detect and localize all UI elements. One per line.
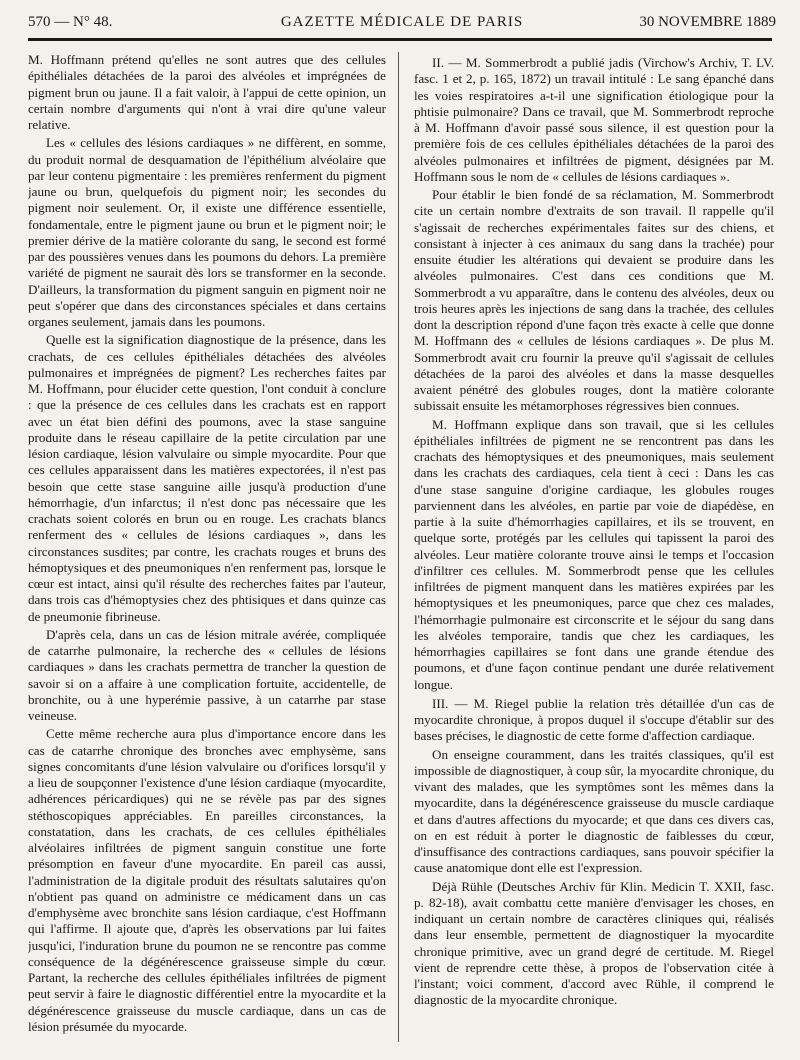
paragraph: Déjà Rühle (Deutsches Archiv für Klin. Medicin T. XXII, fasc. p. 82-18), avait combattu cette manière d'envisager les choses, en indiquant un certain nombre de caractères cliniques qui, réalisés dans leur ensemble, permettent de diagnostiquer la myocardite chronique primitive, avec un grand degré de certitude. M. Riegel vient de reprendre cette thèse, à propos de l'observation citée à l'instant; voici comment, d'accord avec Rühle, il comprend le diagnostic de la myocardite chronique. bbox=[414, 878, 774, 1008]
journal-title: GAZETTE MÉDICALE DE PARIS bbox=[280, 14, 524, 30]
paragraph: Pour établir le bien fondé de sa réclamation, M. Sommerbrodt cite un certain nombre d'extraits de son travail. Il rappelle qu'il s'agissait de recherches expérimentales faites sur des chiens, et consistant à injecter à ces animaux du sang dans la trachée) pour ensuite étudier les altérations qui devaient se produire dans les alvéoles pulmonaires. C'est dans ces conditions que M. Sommerbrodt a vu apparaître, dans le contenu des alvéoles, deux ou trois heures après les injections de sang dans la trachée, des cellules dont la description répond d'une façon très exacte à celle que donne M. Hoffmann des « cellules de lésions cardiaques ». De plus M. Sommerbrodt avait cru fournir la preuve qu'il s'agissait de cellules détachées de la paroi des alvéoles et dans la masse desquelles avaient pénétré des globules rouges, dont la matière colorante subissait ensuite les métamorphoses régressives bien connues. bbox=[414, 187, 774, 414]
section-paragraph: III. — M. Riegel publie la relation très détaillée d'un cas de myocardite chronique, à propos duquel il s'occupe d'établir sur des bases précises, le diagnostic de cette forme d'affection cardiaque. bbox=[414, 695, 774, 744]
page-header bbox=[28, 10, 776, 34]
paragraph: M. Hoffmann prétend qu'elles ne sont autres que des cellules épithéliales détachées de la paroi des alvéoles et imprégnées de pigment brun ou jaune. Il a fait valoir, à l'appui de cette opinion, un certain nombre d'arguments qui n'ont à vrai dire qu'une valeur relative. bbox=[28, 52, 386, 132]
left-column bbox=[28, 52, 386, 1052]
paragraph: Cette même recherche aura plus d'importance encore dans les cas de catarrhe chronique des bronches avec emphysème, sans signes concomitants d'une lésion valvulaire ou d'orifices lorsqu'il y a lieu de soupçonner l'existence d'une lésion cardiaque (myocardite, adhérences péricardiques) qui ne se révèle pas par des signes stéthoscopiques appréciables. En pareilles circonstances, la constatation, dans les crachats, de ces cellules épithéliales alvéolaires infiltrées de pigment sanguin constitue une forte présomption en faveur d'une myocardite. En pareil cas aussi, l'administration de la digitale produit des résultats salutaires qu'on n'obtient pas quand on administre ce médicament dans un cas d'emphysème avec bronchite sans lésion cardiaque, c'est Hoffmann qui l'affirme. Il ajoute que, d'après les observations par lui faites jusqu'ici, l'induration brune du poumon ne se rencontre pas comme conséquence de la dégénérescence graisseuse simple du cœur. Partant, la recherche des cellules épithéliales infiltrées de pigment peut servir à faire le diagnostic différentiel entre la myocardite et la dégénérescence graisseuse du muscle cardiaque, dans un cas de lésion présumée du myocarde. bbox=[28, 726, 386, 1034]
paragraph: Quelle est la signification diagnostique de la présence, dans les crachats, de ces cellules épithéliales détachées des alvéoles pulmonaires et imprégnées de pigment? Les recherches faites par M. Hoffmann, pour élucider cette question, l'ont conduit à conclure : que la présence de ces cellules dans les crachats est en rapport avec un état bien défini des poumons, avec la stase sanguine produite dans le réseau capillaire de la petite circulation par une lésion cardiaque, lésion valvulaire ou simple myocardite. Pour que ces cellules apparaissent dans les matières expectorées, il n'est pas besoin que cette stase sanguine aille jusqu'à production d'une hémorrhagie, d'un infarctus; il n'est donc pas nécessaire que les crachats soient colorés en brun ou en rouge. Les crachats blancs renferment des « cellules de lésions cardiaques », dans les circonstances susdites; par contre, les crachats rouges et bruns des hémoptysiques et des pneumoniques n'en renferment pas, lorsque le cœur est intact, ainsi qu'il résulte des recherches faites par l'auteur, dans trois cas d'hémoptysies chez des phtisiques et dans quinze cas de pneumonie fibrineuse. bbox=[28, 332, 386, 624]
paragraph: Les « cellules des lésions cardiaques » ne diffèrent, en somme, du produit normal de desquamation de l'épithélium alvéolaire que par leur contenu pigmentaire : les premières renferment du pigment jaune ou brun, quelquefois du pigment noir; les secondes du pigment noir seulement. Or, il existe une différence essentielle, fondamentale, entre le pigment jaune ou brun et le pigment noir; le premier dérive de la matière colorante du sang, le second est formé par des poussières venues dans les poumons du dehors. La première variété de pigment ne saurait dès lors se transformer en la seconde. D'ailleurs, la transformation du pigment sanguin en pigment noir ne peut s'opérer que dans des circonstances spéciales et dans certains organes seulement, jamais dans les poumons. bbox=[28, 135, 386, 329]
paragraph: On enseigne couramment, dans les traités classiques, qu'il est impossible de diagnostiquer, à coup sûr, la myocardite chronique, du vivant des malades, que les symptômes sont les mêmes dans la myocardite, dans la dégénérescence graisseuse du muscle cardiaque et dans d'autres affections du myocarde; et que dans ces divers cas, on en est réduit à porter le diagnostic de faiblesses du cœur, d'insuffisance des contractions cardiaques, sans pouvoir spécifier la cause anatomique dont elle est l'expression. bbox=[414, 746, 774, 876]
right-column bbox=[414, 52, 774, 1052]
column-divider bbox=[398, 52, 399, 1042]
section-paragraph: II. — M. Sommerbrodt a publié jadis (Virchow's Archiv, T. LV. fasc. 1 et 2, p. 165, 1872) un travail intitulé : Le sang épanché dans les voies respiratoires a-t-il une signification étiologique pour la phtisie pulmonaire? Dans ce travail, que M. Sommerbrodt reproche à M. Hoffmann d'avoir passé sous silence, il est question pour la première fois de ces cellules épithéliales détachées de la paroi des alvéoles pulmonaires et infiltrées de pigment, désignées par M. Hoffmann sous le nom de « cellules de lésions cardiaques ». bbox=[414, 55, 774, 184]
paragraph: D'après cela, dans un cas de lésion mitrale avérée, compliquée de catarrhe pulmonaire, la recherche des « cellules de lésions cardiaques » dans les crachats permettra de trancher la question de savoir si on a affaire à une complication fortuite, accidentelle, de bronchite, ou à une hyperémie passive, à un catarrhe par stase veineuse. bbox=[28, 626, 386, 723]
header-rule bbox=[28, 38, 772, 41]
paragraph: M. Hoffmann explique dans son travail, que si les cellules épithéliales infiltrées de pigment ne se rencontrent pas dans les crachats des hémoptysiques et des pneumoniques, mais seulement dans les crachats des cardiaques, cela tient à ceci : Dans les cas d'une stase sanguine d'origine cardiaque, les globules rouges parviennent dans les alvéoles, en partie par voie de diapédèse, en partie à la suite d'hémorrhagies capillaires, et ils se trouvent, en quelque sorte, protégés par les cellules qui tapissent la paroi des alvéoles. Leur matière colorante trouve ainsi le temps et l'occasion d'infiltrer ces cellules. M. Sommerbrodt pense que les cellules infiltrées de pigment manquent dans les matières expirées par les hémoptysiques et les pneumoniques, parce que chez ces malades, l'hémorrhagie pulmonaire est circonscrite et le séjour du sang dans les alvéoles temporaire, tandis que chez les cardiaques, les hémorrhagies capillaires se font dans une grande étendue des poumons, et d'une façon continue pendant une durée relativement longue. bbox=[414, 416, 774, 692]
page-number: 570 — N° 48. bbox=[28, 14, 113, 30]
issue-date: 30 NOVEMBRE 1889 bbox=[639, 14, 776, 30]
